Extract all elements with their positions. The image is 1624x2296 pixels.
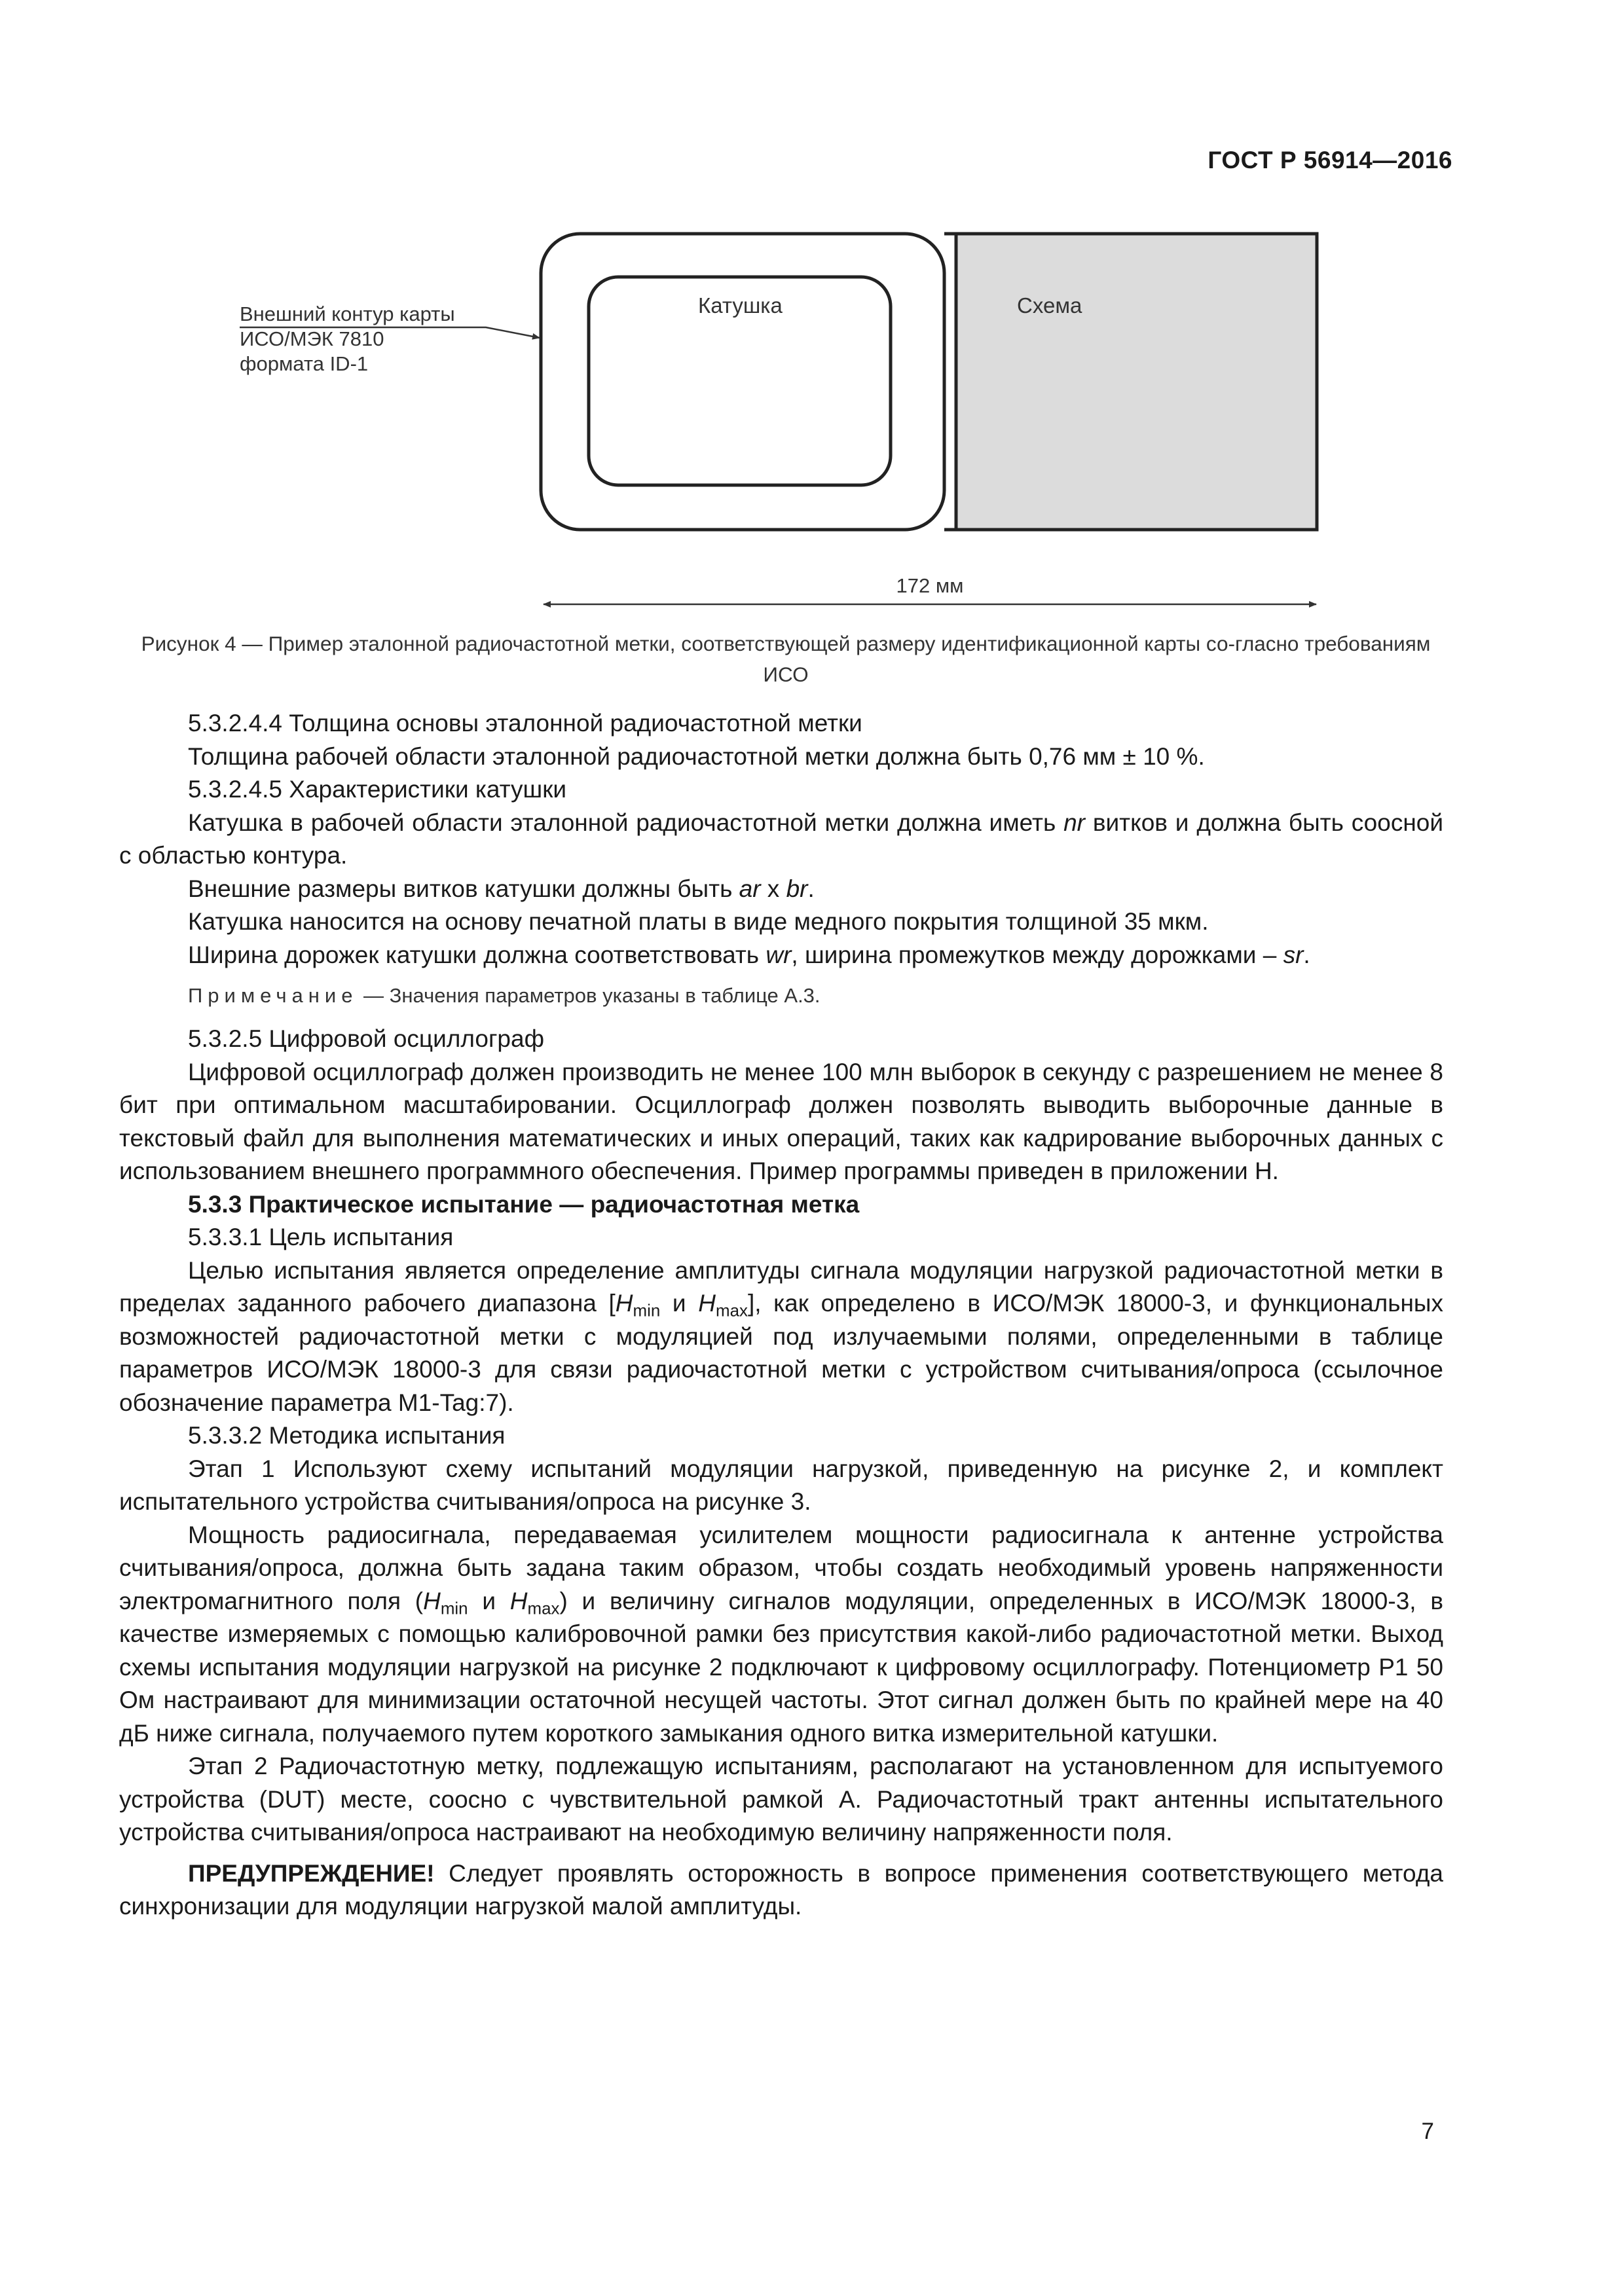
body-text bbox=[119, 707, 1443, 1923]
paragraph: Этап 2 Радиочастотную метку, подлежащую испытаниям, располагают на установленном для испытуемого устройства (DUT) месте, соосно с чувствительной рамкой А. Радиочастотный тракт антенны испытательного устройства считывания/опроса настраивают на необходимую величину напряженности поля. bbox=[119, 1753, 1443, 1846]
paragraph: Ширина дорожек катушки должна соответствовать wr, ширина промежутков между дорожками – sr. bbox=[188, 941, 1310, 968]
figure-4 bbox=[0, 0, 1624, 629]
section-5-3-2-4-4-heading: 5.3.2.4.4 Толщина основы эталонной радиочастотной метки bbox=[188, 710, 862, 737]
section-5-3-2-5-heading: 5.3.2.5 Цифровой осциллограф bbox=[188, 1025, 545, 1052]
outline-label-line3: формата ID-1 bbox=[240, 352, 369, 375]
scheme-block bbox=[956, 234, 1317, 530]
section-5-3-3-2-heading: 5.3.3.2 Методика испытания bbox=[188, 1422, 506, 1449]
paragraph: Толщина рабочей области эталонной радиочастотной метки должна быть 0,76 мм ± 10 %. bbox=[188, 742, 1205, 770]
section-5-3-3-1-heading: 5.3.3.1 Цель испытания bbox=[188, 1224, 454, 1250]
paragraph: Внешние размеры витков катушки должны быть ar x br. bbox=[188, 875, 815, 902]
paragraph: Катушка наносится на основу печатной платы в виде медного покрытия толщиной 35 мкм. bbox=[188, 908, 1209, 935]
section-5-3-3-heading: 5.3.3 Практическое испытание — радиочастотная метка bbox=[188, 1190, 860, 1218]
warning-paragraph: ПРЕДУПРЕЖДЕНИЕ! Следует проявлять осторожность в вопросе применения соответствующего метода синхронизации для модуляции нагрузкой малой амплитуды. bbox=[119, 1859, 1443, 1920]
note: Примечание — Значения параметров указаны в таблице А.3. bbox=[188, 984, 821, 1007]
outline-label-line1: Внешний контур карты bbox=[240, 302, 455, 325]
paragraph: Мощность радиосигнала, передаваемая усилителем мощности радиосигнала к антенне устройства считывания/опроса, должна быть задана таким образом, чтобы создать необходимый уровень напряженности электромагнитного поля ($H_{min}$ и $H_{max}$) и величину сигналов модуляции, определенных в ИСО/МЭК 18000-3, в качестве измеряемых с помощью калибровочной рамки без присутствия какой-либо радиочастотной метки. Выход схемы испытания модуляции нагрузкой на рисунке 2 подключают к цифровому осциллографу. Потенциометр P1 50 Ом настраивают для минимизации остаточной несущей частоты. Этот сигнал должен быть по крайней мере на 40 дБ ниже сигнала, получаемого путем короткого замыкания одного витка измерительной катушки. bbox=[119, 1521, 1443, 1747]
dimension-label: 172 мм bbox=[896, 574, 964, 597]
page-number: 7 bbox=[1421, 2119, 1434, 2144]
section-5-3-2-4-5-heading: 5.3.2.4.5 Характеристики катушки bbox=[188, 776, 567, 803]
figure-caption: Рисунок 4 — Пример эталонной радиочастотной метки, соответствующей размеру идентификационной карты со-гласно требованиям ИСО bbox=[141, 632, 1431, 686]
paragraph: Цифровой осциллограф должен производить не менее 100 млн выборок в секунду с разрешением не менее 8 бит при оптимальном масштабировании. Осциллограф должен позволять выводить выборочные данные в текстовый файл для выполнения математических и иных операций, таких как кадрирование выборочных данных с использованием внешнего программного обеспечения. Пример программы приведен в приложении Н. bbox=[119, 1058, 1443, 1184]
scheme-label: Схема bbox=[1017, 293, 1082, 318]
paragraph: Целью испытания является определение амплитуды сигнала модуляции нагрузкой радиочастотной метки в пределах заданного рабочего диапазона [$H_{min}$ и $H_{max}$], как определено в ИСО/МЭК 18000-3, и функциональных возможностей радиочастотной метки с модуляцией под излучаемыми полями, определенными в таблице параметров ИСО/МЭК 18000-3 для связи радиочастотной метки с устройством считывания/опроса (ссылочное обозначение параметра M1-Tag:7). bbox=[119, 1256, 1443, 1416]
paragraph: Катушка в рабочей области эталонной радиочастотной метки должна иметь nr витков и должна быть соосной с областью контура. bbox=[119, 809, 1444, 869]
outline-label-line2: ИСО/МЭК 7810 bbox=[240, 327, 384, 350]
document-id: ГОСТ Р 56914—2016 bbox=[1208, 147, 1452, 173]
paragraph: Этап 1 Используют схему испытаний модуляции нагрузкой, приведенную на рисунке 2, и комплект испытательного устройства считывания/опроса на рисунке 3. bbox=[119, 1455, 1443, 1515]
coil-label: Катушка bbox=[698, 293, 783, 318]
